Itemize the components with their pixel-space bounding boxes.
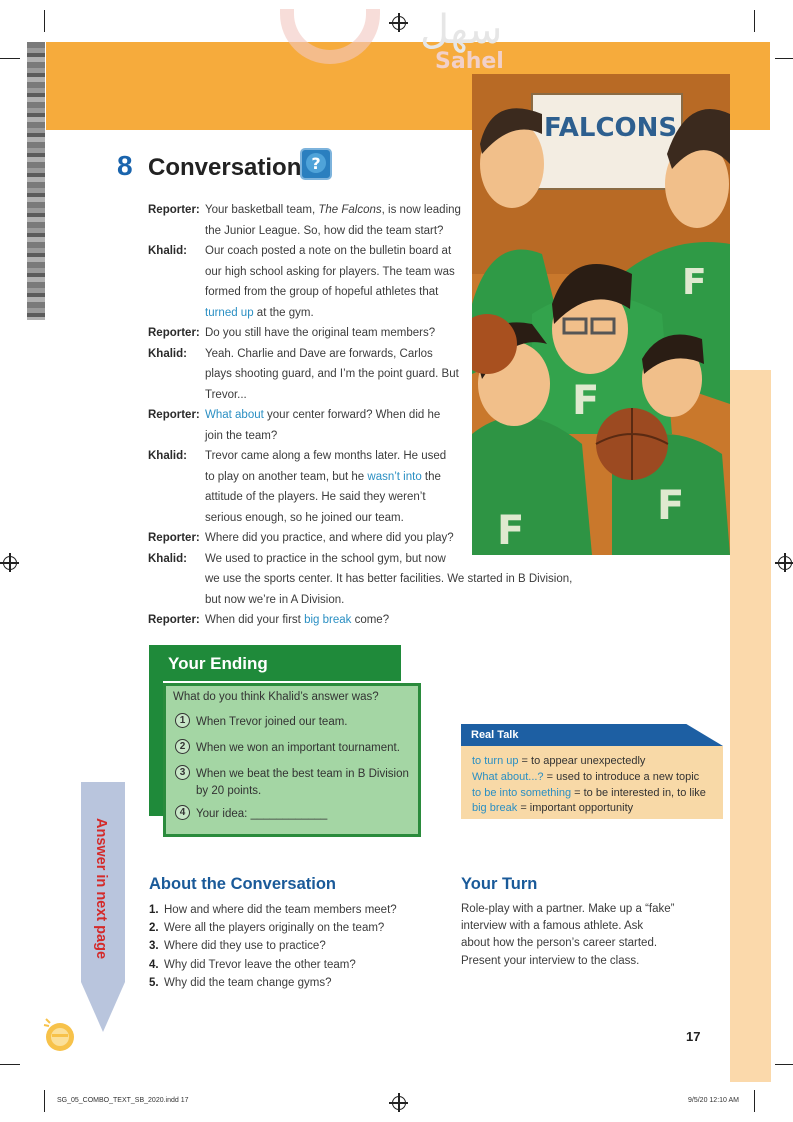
option-number: 2 xyxy=(175,739,190,754)
conversation-line xyxy=(205,446,446,467)
speaker-label: Khalid: xyxy=(148,347,187,360)
conversation-line xyxy=(205,487,426,508)
conversation-line xyxy=(205,569,572,590)
text-segment: we use the sports center. It has better facilities. We started in B Division, xyxy=(205,573,573,585)
conversation-line xyxy=(205,590,344,611)
conversation-line xyxy=(205,610,389,631)
option-number: 4 xyxy=(175,805,190,820)
conversation-line xyxy=(205,323,435,344)
text-segment: plays shooting guard, and I’m the point guard. But xyxy=(205,368,459,380)
text-segment: our high school asking for players. The team was xyxy=(205,265,455,278)
conversation-line xyxy=(205,262,455,283)
real-talk-item: big break = important opportunity xyxy=(472,802,634,814)
conversation-line xyxy=(205,241,451,262)
conversation-line xyxy=(205,221,443,242)
basketball-team-illustration xyxy=(472,74,730,555)
question-item: 5. Why did the team change gyms? xyxy=(149,977,332,989)
banner-text: FALCONS xyxy=(544,113,678,143)
text-segment: Where did you practice, and where did you play? xyxy=(205,532,454,544)
option-text: When we beat the best team in B Division by 20 points. xyxy=(196,768,409,797)
question-item: 1. How and where did the team members meet? xyxy=(149,904,397,916)
your-turn-text: Present your interview to the class. xyxy=(461,955,640,967)
crop-mark xyxy=(0,1064,20,1065)
text-segment: When did your first xyxy=(205,614,305,626)
crop-mark xyxy=(754,1090,755,1112)
watermark-shape xyxy=(280,9,380,64)
jersey-letter: F xyxy=(572,378,600,424)
option-number: 3 xyxy=(175,765,190,780)
text-segment: , is now leading xyxy=(381,204,461,216)
text-segment: at the gym. xyxy=(253,306,314,319)
text-segment: the Junior League. So, how did the team start? xyxy=(205,224,444,237)
footer-date: 9/5/20 12:10 AM xyxy=(688,1097,739,1104)
conversation-line xyxy=(205,426,277,447)
your-ending-title: Your Ending xyxy=(168,654,268,673)
question-mark-icon[interactable] xyxy=(300,148,332,180)
option-number: 1 xyxy=(175,713,190,728)
your-turn-text: interview with a famous athlete. Ask xyxy=(461,920,644,932)
jersey-letter: F xyxy=(657,483,685,529)
text-segment: The Falcons xyxy=(318,204,382,216)
conversation-line xyxy=(205,549,446,570)
crop-mark xyxy=(0,58,20,59)
question-item: 3. Where did they use to practice? xyxy=(149,940,326,952)
real-talk-item: What about...? = used to introduce a new topic xyxy=(472,771,700,783)
conversation-line xyxy=(205,364,459,385)
option-text: Your idea: ____________ xyxy=(196,808,328,820)
conversation-line xyxy=(205,200,461,221)
speaker-label: Reporter: xyxy=(148,327,200,339)
text-segment: serious enough, so he joined our team. xyxy=(205,511,404,524)
about-conversation-title: About the Conversation xyxy=(149,875,337,893)
registration-mark-icon xyxy=(778,556,792,570)
section-number: 8 xyxy=(117,150,133,181)
speaker-label: Khalid: xyxy=(148,552,187,565)
speaker-label: Reporter: xyxy=(148,409,200,421)
crop-mark xyxy=(775,58,793,59)
text-segment: but now we’re in A Division. xyxy=(205,593,345,606)
real-talk-item: to turn up = to appear unexpectedly xyxy=(472,755,646,767)
section-title: Conversation xyxy=(148,154,302,181)
conversation-line xyxy=(205,344,433,365)
your-turn-title: Your Turn xyxy=(461,875,538,893)
your-ending-shadow xyxy=(149,681,163,816)
left-photo-strip xyxy=(27,42,45,320)
conversation-line xyxy=(205,385,247,406)
your-turn-text: about how the person’s career started. xyxy=(461,937,658,949)
jersey-letter: F xyxy=(682,262,707,303)
arrow-down-icon xyxy=(81,982,125,1032)
jersey-letter: F xyxy=(497,508,525,554)
your-turn-text: Role-play with a partner. Make up a “fake” xyxy=(461,903,675,915)
text-segment: formed from the group of hopeful athletes that xyxy=(205,286,439,298)
answer-tab-label: Answer in next page xyxy=(93,818,109,960)
text-segment: Your basketball team, xyxy=(205,204,319,216)
text-segment: join the team? xyxy=(205,429,278,442)
text-segment: attitude of the players. He said they weren’t xyxy=(205,491,426,503)
text-segment: your center forward? When did he xyxy=(263,409,441,421)
text-segment: Trevor came along a few months later. He used xyxy=(205,450,447,462)
text-segment: Trevor... xyxy=(205,388,247,401)
publisher-logo-icon xyxy=(42,1013,76,1055)
text-segment: to play on another team, but he xyxy=(205,470,368,483)
real-talk-item: to be into something = to be interested in, to like xyxy=(472,787,706,799)
conversation-line xyxy=(205,467,441,488)
text-segment: We used to practice in the school gym, but now xyxy=(205,552,446,565)
conversation-line xyxy=(205,508,404,529)
text-segment: Do you still have the original team members? xyxy=(205,327,436,339)
your-ending-question: What do you think Khalid’s answer was? xyxy=(173,691,379,703)
registration-mark-icon xyxy=(392,1096,406,1110)
text-segment: come? xyxy=(351,614,390,626)
option-text: When Trevor joined our team. xyxy=(196,716,348,728)
watermark-latin: Sahel xyxy=(435,49,504,74)
conversation-line xyxy=(205,282,438,303)
svg-text:?: ? xyxy=(311,154,321,173)
real-talk-title: Real Talk xyxy=(471,729,519,741)
text-segment: the xyxy=(421,470,441,483)
sahel-watermark-logo xyxy=(270,5,530,83)
question-item: 2. Were all the players originally on the team? xyxy=(149,922,385,934)
right-margin-strip xyxy=(730,370,771,1082)
watermark-arabic: سهل xyxy=(420,7,503,53)
page-number: 17 xyxy=(686,1029,701,1044)
highlighted-phrase: What about xyxy=(205,409,264,421)
conversation-line xyxy=(205,528,454,549)
highlighted-phrase: turned up xyxy=(205,306,254,319)
crop-mark xyxy=(44,1090,45,1112)
option-text: When we won an important tournament. xyxy=(196,742,400,754)
text-segment: Yeah. Charlie and Dave are forwards, Carlos xyxy=(205,347,433,360)
crop-mark xyxy=(754,10,755,32)
text-segment: Our coach posted a note on the bulletin board at xyxy=(205,245,452,257)
conversation-line xyxy=(205,405,440,426)
conversation-line xyxy=(205,303,314,324)
speaker-label: Reporter: xyxy=(148,614,200,626)
highlighted-phrase: wasn’t into xyxy=(367,470,422,483)
crop-mark xyxy=(44,10,45,32)
speaker-label: Reporter: xyxy=(148,204,200,216)
speaker-label: Khalid: xyxy=(148,450,187,462)
crop-mark xyxy=(775,1064,793,1065)
highlighted-phrase: big break xyxy=(304,614,352,626)
speaker-label: Reporter: xyxy=(148,532,200,544)
speaker-label: Khalid: xyxy=(148,245,187,257)
registration-mark-icon xyxy=(3,556,17,570)
question-item: 4. Why did Trevor leave the other team? xyxy=(149,959,356,971)
footer-filename: SG_05_COMBO_TEXT_SB_2020.indd 17 xyxy=(57,1097,189,1104)
